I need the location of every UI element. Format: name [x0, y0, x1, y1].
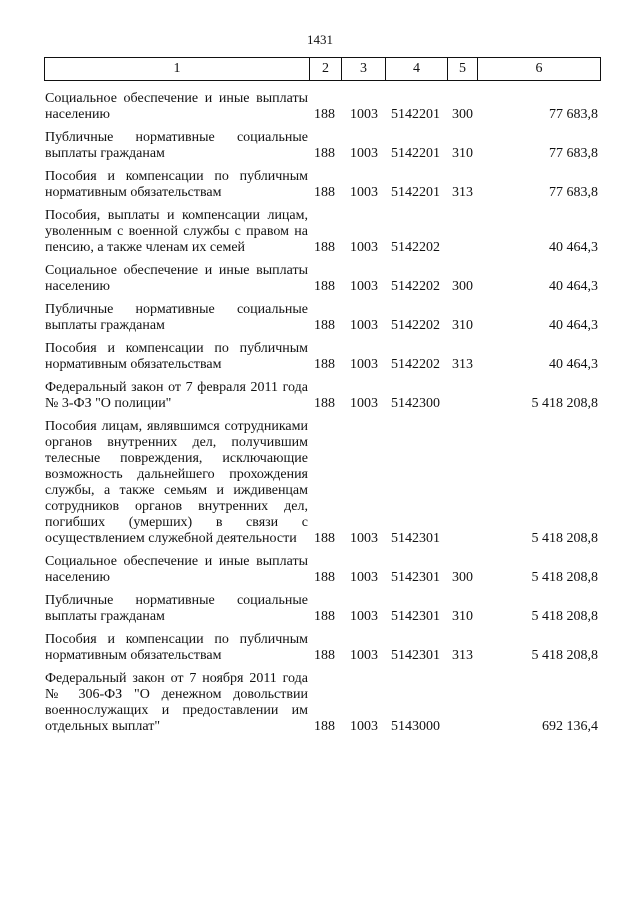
row-code-expense-type: 313	[452, 357, 473, 372]
column-header-2: 2	[310, 58, 342, 81]
row-code-expense-type: 300	[452, 570, 473, 585]
row-code-expense-type: 310	[452, 146, 473, 161]
row-amount: 5 418 208,8	[531, 609, 598, 624]
row-description: Пособия и компенсации по публичным нормативным обязательствам	[45, 632, 308, 663]
row-amount: 77 683,8	[549, 107, 598, 122]
table-row	[0, 130, 640, 162]
row-description: Публичные нормативные социальные выплаты гражданам	[45, 130, 308, 161]
row-code-expense-type: 300	[452, 279, 473, 294]
row-description: Публичные нормативные социальные выплаты гражданам	[45, 302, 308, 333]
budget-rows	[0, 91, 640, 742]
table-row	[0, 380, 640, 412]
row-code-target: 5142301	[391, 609, 440, 624]
row-amount: 692 136,4	[542, 719, 598, 734]
page-number: 1431	[307, 32, 333, 47]
row-code-target: 5142202	[391, 318, 440, 333]
row-code-ministry: 188	[314, 531, 335, 546]
row-code-expense-type: 313	[452, 648, 473, 663]
row-amount: 40 464,3	[549, 357, 598, 372]
table-row	[0, 671, 640, 735]
row-code-section: 1003	[350, 396, 378, 411]
row-code-section: 1003	[350, 107, 378, 122]
row-amount: 77 683,8	[549, 185, 598, 200]
row-amount: 5 418 208,8	[531, 396, 598, 411]
row-code-ministry: 188	[314, 318, 335, 333]
row-code-target: 5142201	[391, 107, 440, 122]
row-code-section: 1003	[350, 719, 378, 734]
row-description: Пособия и компенсации по публичным нормативным обязательствам	[45, 169, 308, 200]
row-code-expense-type: 300	[452, 107, 473, 122]
row-code-section: 1003	[350, 146, 378, 161]
row-code-target: 5143000	[391, 719, 440, 734]
row-code-section: 1003	[350, 318, 378, 333]
row-amount: 5 418 208,8	[531, 531, 598, 546]
column-header-1: 1	[45, 58, 310, 81]
row-code-ministry: 188	[314, 719, 335, 734]
column-header-3: 3	[342, 58, 386, 81]
table-row	[0, 302, 640, 334]
table-row	[0, 91, 640, 123]
row-code-ministry: 188	[314, 240, 335, 255]
row-code-section: 1003	[350, 279, 378, 294]
column-header-5: 5	[448, 58, 478, 81]
row-code-ministry: 188	[314, 357, 335, 372]
row-code-section: 1003	[350, 648, 378, 663]
row-code-section: 1003	[350, 531, 378, 546]
row-description: Социальное обеспечение и иные выплаты населению	[45, 91, 308, 122]
row-description: Социальное обеспечение и иные выплаты населению	[45, 554, 308, 585]
table-row	[0, 593, 640, 625]
column-header-6: 6	[478, 58, 601, 81]
table-row	[0, 419, 640, 547]
row-code-ministry: 188	[314, 107, 335, 122]
row-code-target: 5142202	[391, 240, 440, 255]
row-code-target: 5142301	[391, 648, 440, 663]
table-row	[0, 341, 640, 373]
row-description: Пособия, выплаты и компенсации лицам, уволенным с военной службы с правом на пенсию, а также членам их семей	[45, 208, 308, 255]
row-description: Пособия и компенсации по публичным нормативным обязательствам	[45, 341, 308, 372]
row-code-target: 5142202	[391, 357, 440, 372]
row-code-ministry: 188	[314, 648, 335, 663]
row-code-target: 5142301	[391, 570, 440, 585]
table-row	[0, 169, 640, 201]
row-code-ministry: 188	[314, 185, 335, 200]
row-code-section: 1003	[350, 185, 378, 200]
row-code-target: 5142300	[391, 396, 440, 411]
row-amount: 77 683,8	[549, 146, 598, 161]
table-row	[0, 554, 640, 586]
row-code-section: 1003	[350, 570, 378, 585]
row-amount: 5 418 208,8	[531, 570, 598, 585]
row-code-target: 5142201	[391, 185, 440, 200]
row-description: Пособия лицам, являвшимся сотрудниками органов внутренних дел, получившим телесные повреждения, исключающие возможность дальнейшего прохождения службы, а также семьям и иждивенцам сотрудников органов внутренних дел, погибших (умерших) в связи с осуществлением служебной деятельности	[45, 419, 308, 546]
row-description: Федеральный закон от 7 ноября 2011 года № 306-ФЗ "О денежном довольствии военнослужащих и предоставлении им отдельных выплат"	[45, 671, 308, 734]
row-code-section: 1003	[350, 240, 378, 255]
row-code-target: 5142201	[391, 146, 440, 161]
row-code-expense-type: 313	[452, 185, 473, 200]
table-row	[0, 208, 640, 256]
row-code-expense-type: 310	[452, 609, 473, 624]
table-row	[0, 632, 640, 664]
column-header-4: 4	[386, 58, 448, 81]
row-description: Федеральный закон от 7 февраля 2011 года № 3-ФЗ "О полиции"	[45, 380, 308, 411]
row-amount: 5 418 208,8	[531, 648, 598, 663]
table-row	[0, 263, 640, 295]
row-amount: 40 464,3	[549, 240, 598, 255]
row-code-ministry: 188	[314, 146, 335, 161]
row-code-ministry: 188	[314, 396, 335, 411]
row-code-expense-type: 310	[452, 318, 473, 333]
row-code-section: 1003	[350, 357, 378, 372]
column-header-table	[44, 57, 601, 81]
row-code-target: 5142301	[391, 531, 440, 546]
row-code-ministry: 188	[314, 570, 335, 585]
row-description: Публичные нормативные социальные выплаты гражданам	[45, 593, 308, 624]
row-code-ministry: 188	[314, 279, 335, 294]
row-code-target: 5142202	[391, 279, 440, 294]
row-code-ministry: 188	[314, 609, 335, 624]
row-amount: 40 464,3	[549, 318, 598, 333]
row-amount: 40 464,3	[549, 279, 598, 294]
row-description: Социальное обеспечение и иные выплаты населению	[45, 263, 308, 294]
row-code-section: 1003	[350, 609, 378, 624]
